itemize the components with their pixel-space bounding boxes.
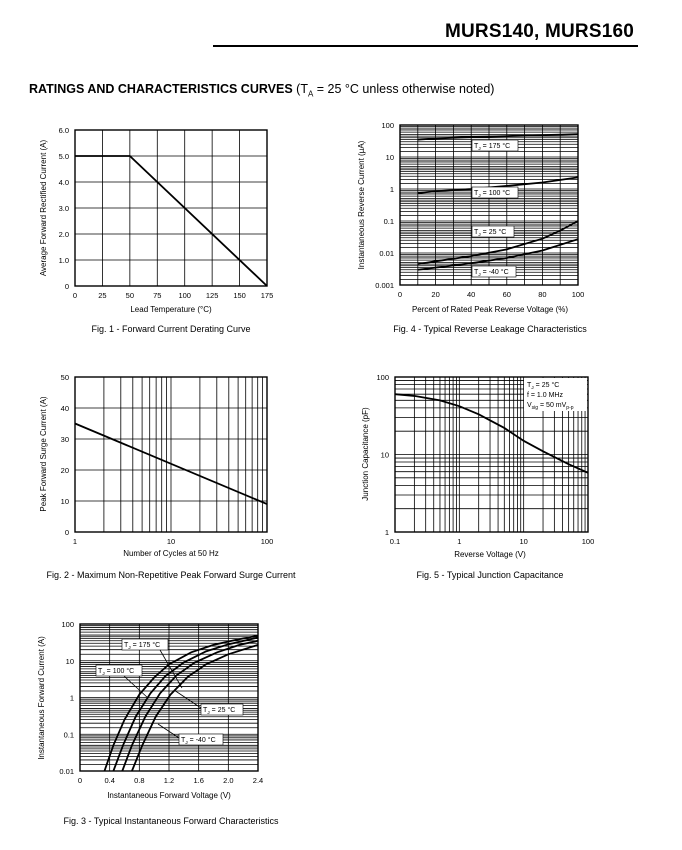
fig4-xtick-label: 0 [397, 290, 403, 299]
fig1-xtick-label: 175 [260, 291, 274, 300]
fig1-caption: Fig. 1 - Forward Current Derating Curve [91, 324, 251, 334]
fig4-ylabel: Instantaneous Reverse Current (µA) [357, 140, 366, 270]
fig1-ytick-label: 2.0 [58, 230, 69, 239]
fig3-chart [37, 620, 279, 826]
fig5-condition-v: $V_{sig} = 50$ $mV_{p-p}$ [527, 402, 574, 411]
fig1-ytick-label: 4.0 [58, 178, 69, 187]
fig2-ytick-label: 20 [60, 466, 69, 475]
fig1-xtick-label: 25 [98, 291, 107, 300]
fig3-xtick-label: 0.8 [134, 776, 145, 785]
fig4-xtick-label: 20 [431, 290, 440, 299]
fig3-label-175 [122, 639, 168, 651]
fig2-xtick-label: 10 [166, 537, 176, 546]
fig1-xtick-label: 0 [72, 291, 78, 300]
fig4-xtick-label: 60 [502, 290, 511, 299]
fig5-condition-tj: $T_J = 25$ °C [527, 382, 560, 391]
fig2-grid [75, 377, 267, 532]
fig1-ytick-label: 3.0 [58, 204, 69, 213]
fig1-xtick-label: 100 [178, 291, 191, 300]
fig5-xtick-label: 0.1 [389, 537, 401, 546]
fig2-xtick-label: 100 [260, 537, 274, 546]
fig2-xlabel: Number of Cycles at 50 Hz [123, 549, 219, 558]
fig3-label-m40 [179, 734, 223, 746]
fig3-ylabel: Instantaneous Forward Current (A) [37, 636, 46, 760]
fig4-label-100 [472, 187, 518, 199]
fig5-ytick-label: 1 [384, 528, 389, 537]
fig4-label-175-text: $T_J = 175$ °C [474, 143, 511, 152]
fig1-ytick-label: 1.0 [58, 256, 69, 265]
fig5-condition-f: f = 1.0 MHz [527, 392, 563, 399]
fig3-xtick-label: 1.2 [163, 776, 175, 785]
fig3-ytick-label: 0.01 [59, 767, 74, 776]
fig2-ytick-label: 30 [60, 435, 69, 444]
fig2-ytick-label: 10 [60, 497, 69, 506]
fig3-ytick-label: 0.1 [63, 730, 74, 740]
fig4-ytick-label: 0.001 [375, 281, 394, 290]
fig4-xtick-label: 40 [467, 290, 476, 299]
fig1-ylabel: Average Forward Rectified Current (A) [39, 139, 48, 277]
fig1-series-line-0 [75, 156, 267, 286]
fig1-xtick-label: 75 [153, 291, 162, 300]
fig4-caption: Fig. 4 - Typical Reverse Leakage Characteristics [393, 324, 587, 334]
fig4-xtick-label: 100 [571, 290, 585, 299]
fig4-label-25 [472, 226, 514, 238]
fig2-ytick-label: 40 [60, 404, 69, 413]
fig5-xtick-label: 1 [457, 537, 462, 546]
fig3-label-25 [201, 704, 243, 716]
fig3-leader-100 [124, 676, 148, 698]
fig3-caption: Fig. 3 - Typical Instantaneous Forward Characteristics [63, 816, 279, 826]
fig2-ytick-label: 0 [64, 528, 69, 537]
fig1-xlabel: Lead Temperature (°C) [130, 305, 212, 314]
fig2-chart [39, 373, 296, 580]
fig5-ytick-label: 10 [380, 450, 389, 460]
fig3-ytick-label: 100 [61, 620, 74, 629]
fig3-xtick-label: 0.4 [104, 776, 115, 785]
fig3-label-25-text: $T_J = 25$ °C [203, 707, 236, 716]
fig2-caption: Fig. 2 - Maximum Non-Repetitive Peak Forward Surge Current [46, 570, 296, 580]
fig1-xtick-label: 150 [233, 291, 246, 300]
fig1-ytick-label: 0 [64, 282, 69, 291]
fig3-ytick-label: 1 [69, 693, 74, 703]
fig4-ytick-label: 0.1 [383, 217, 394, 226]
fig5-caption: Fig. 5 - Typical Junction Capacitance [416, 570, 564, 580]
fig3-xtick-label: 0 [77, 776, 83, 785]
fig5-ytick-label: 100 [376, 373, 389, 382]
fig4-label-m40-text: $T_J = -40$ °C [474, 269, 509, 278]
fig1-xtick-label: 50 [125, 291, 135, 300]
fig4-ytick-label: 10 [385, 153, 394, 162]
datasheet-title: MURS140, MURS160 [444, 21, 634, 42]
fig3-xtick-label: 2.4 [252, 776, 264, 785]
fig5-xtick-label: 10 [519, 537, 528, 546]
fig4-label-100-text: $T_J = 100$ °C [474, 190, 511, 199]
fig2-ylabel: Peak Forward Surge Current (A) [39, 396, 48, 512]
fig1-xtick-label: 125 [205, 291, 219, 300]
fig1-chart [39, 126, 273, 334]
fig3-xlabel: Instantaneous Forward Voltage (V) [107, 791, 231, 800]
fig5-conditions [524, 378, 587, 411]
fig3-xtick-label: 2.0 [223, 776, 234, 785]
section-heading-bold: RATINGS AND CHARACTERISTICS CURVES [29, 82, 293, 96]
fig3-label-100 [96, 665, 142, 677]
fig4-xtick-label: 80 [538, 290, 547, 299]
fig4-ytick-label: 0.01 [379, 249, 394, 258]
fig1-ytick-label: 5.0 [58, 152, 69, 161]
fig1-grid [75, 130, 267, 286]
fig2-xtick-label: 1 [72, 537, 78, 546]
fig4-label-175 [472, 140, 518, 152]
fig1-ytick-label: 6.0 [58, 126, 69, 135]
fig5-xtick-label: 100 [581, 537, 595, 546]
fig4-ytick-label: 1 [389, 185, 394, 194]
section-heading-paren: ($T_A = 25$ °C unless otherwise noted) [296, 82, 495, 99]
fig3-label-m40-text: $T_J = -40$ °C [181, 737, 216, 746]
fig5-ylabel: Junction Capacitance (pF) [361, 407, 370, 501]
fig3-xtick-label: 1.6 [193, 776, 204, 785]
fig2-ytick-label: 50 [60, 373, 69, 382]
fig3-label-175-text: $T_J = 175$ °C [124, 642, 161, 651]
fig3-label-100-text: $T_J = 100$ °C [98, 668, 135, 677]
fig4-ytick-label: 100 [381, 121, 394, 130]
fig5-xlabel: Reverse Voltage (V) [454, 550, 526, 559]
fig3-ytick-label: 10 [65, 656, 74, 666]
fig4-label-m40 [472, 266, 516, 278]
fig4-label-25-text: $T_J = 25$ °C [474, 229, 507, 238]
fig4-xlabel: Percent of Rated Peak Reverse Voltage (%) [411, 305, 569, 314]
